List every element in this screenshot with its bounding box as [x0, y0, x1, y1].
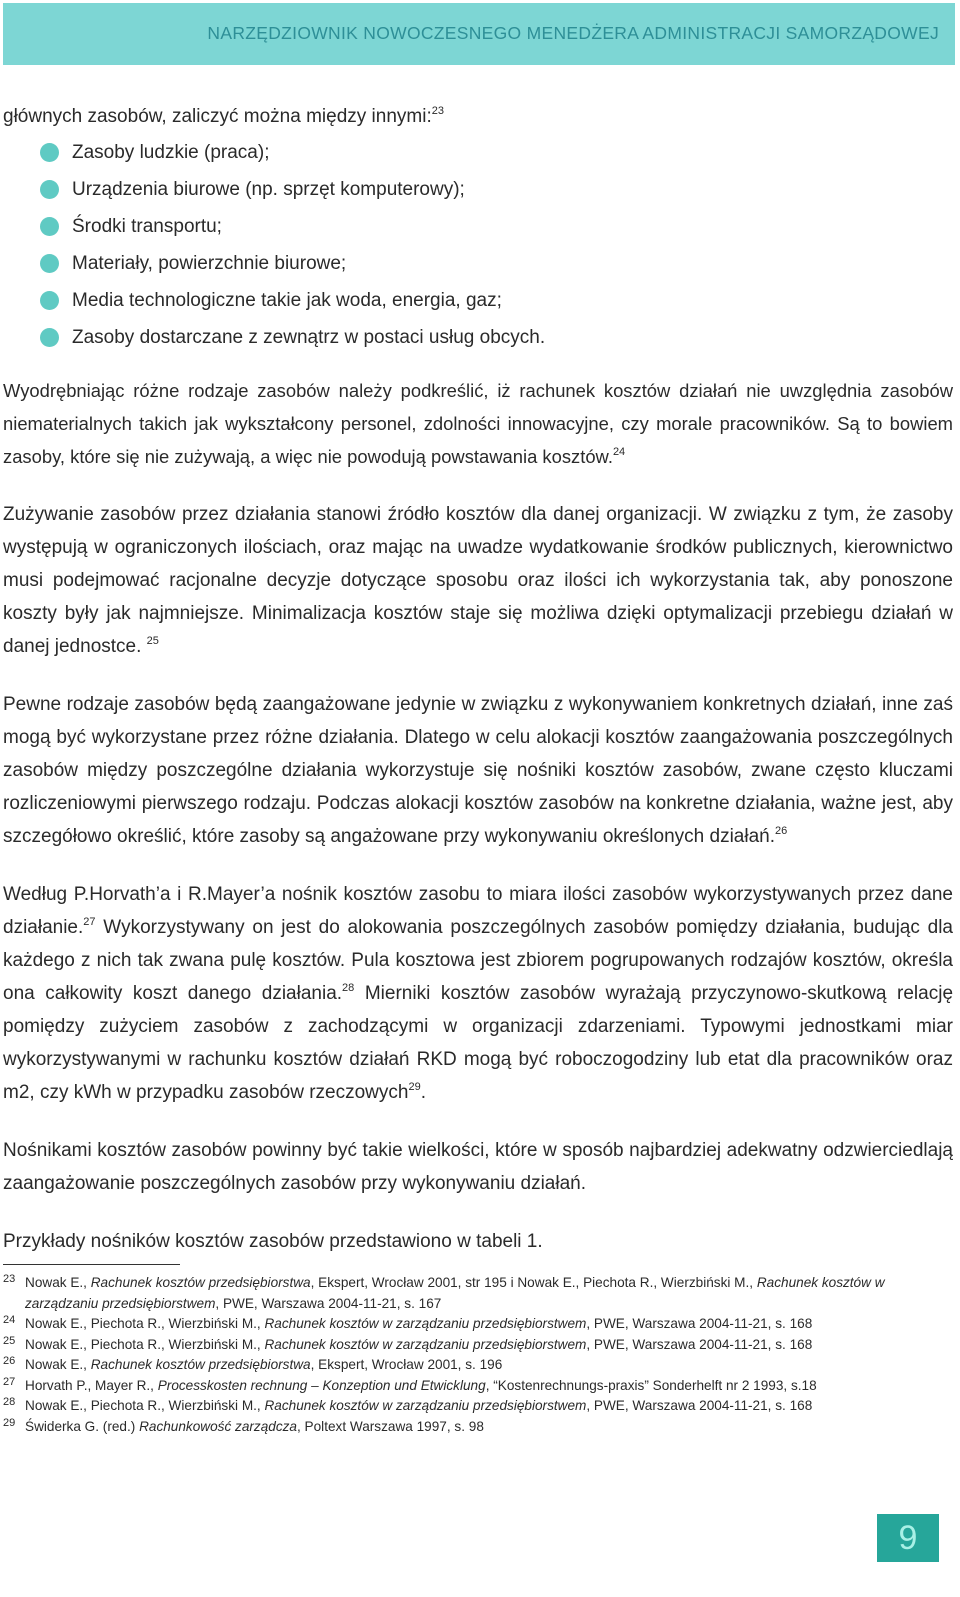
paragraph: Według P.Horvath’a i R.Mayer’a nośnik kosztów zasobu to miara ilości zasobów wykorzystywanych przez dane działanie.$^{27}$ Wykorzystywany on jest do alokowania poszczególnych zasobów pomiędzy działania, budując dla każdego z nich tak zwana pulę kosztów. Pula kosztowa jest zbiorem pogrupowanych rodzajów kosztów, określa ona całkowity koszt danego działania.$^{28}$ Mierniki kosztów zasobów wyrażają przyczynowo-skutkową relację pomiędzy zużyciem zasobów z zachodzącymi w organizacji zdarzeniami. Typowymi jednostkami miar wykorzystywanymi w rachunku kosztów działań RKD mogą być roboczogodziny lub etat dla pracowników oraz m2, czy kWh w przypadku zasobów rzeczowych$^{29}$. [3, 884, 954, 1103]
footnote-ref[interactable]: 25 [146, 634, 159, 647]
footnote-ref[interactable]: 23 [431, 104, 444, 117]
footnote-ref[interactable]: 29 [408, 1080, 421, 1093]
paragraph: Zużywanie zasobów przez działania stanowi źródło kosztów dla danej organizacji. W związku z tym, że zasoby występują w ograniczonych ilościach, oraz mając na uwadze wydatkowanie środków publicznych, kierownictwo musi podejmować racjonalne decyzje dotyczące sposobu oraz ilości ich wykorzystania tak, aby ponoszone koszty były jak najmniejsze. Minimalizacja kosztów staje się możliwa dzięki optymalizacji przebiegu działań w danej jednostce. $^{25}$ [3, 504, 953, 657]
page-number: 9 [877, 1514, 939, 1562]
footnote-ref[interactable]: 24 [612, 445, 626, 458]
footnote-ref[interactable]: 27 [83, 915, 96, 928]
list-item: Urządzenia biurowe (np. sprzęt komputerowy); [3, 171, 953, 208]
header-title: NARZĘDZIOWNIK NOWOCZESNEGO MENEDŻERA ADMINISTRACJI SAMORZĄDOWEJ [207, 23, 939, 43]
paragraph: Nośnikami kosztów zasobów powinny być takie wielkości, które w sposób najbardziej adekwatny odzwierciedlają zaangażowanie poszczególnych zasobów przy wykonywaniu działań. [3, 1140, 953, 1194]
footnote: 24 Nowak E., Piechota R., Wierzbiński M., Rachunek kosztów w zarządzaniu przedsiębiorstwem, PWE, Warszawa 2004-11-21, s. 168 [3, 1314, 813, 1331]
page-header [3, 3, 955, 65]
footnotes [3, 1273, 953, 1437]
footnote: 29 Świderka G. (red.) Rachunkowość zarządcza, Poltext Warszawa 1997, s. 98 [3, 1416, 484, 1434]
page-content [3, 100, 953, 1437]
list-item: Zasoby dostarczane z zewnątrz w postaci usług obcych. [3, 319, 953, 356]
footnote-divider [3, 1264, 180, 1265]
footnote: 28 Nowak E., Piechota R., Wierzbiński M., Rachunek kosztów w zarządzaniu przedsiębiorstwem, PWE, Warszawa 2004-11-21, s. 168 [3, 1396, 813, 1413]
bullet-dot-icon [40, 217, 59, 236]
footnote: 23 Nowak E., Rachunek kosztów przedsiębiorstwa, Ekspert, Wrocław 2001, str 195 i Nowak E., Piechota R., Wierzbiński M., Rachunek kosztów w zarządzaniu przedsiębiorstwem, PWE, Warszawa 2004-11-21, s. 167 [3, 1273, 885, 1311]
footnote: 25 Nowak E., Piechota R., Wierzbiński M., Rachunek kosztów w zarządzaniu przedsiębiorstwem, PWE, Warszawa 2004-11-21, s. 168 [3, 1334, 813, 1352]
bullet-dot-icon [40, 180, 59, 199]
paragraph: Pewne rodzaje zasobów będą zaangażowane jedynie w związku z wykonywaniem konkretnych działań, inne zaś mogą być wykorzystane przez różne działania. Dlatego w celu alokacji kosztów zaangażowania poszczególnych zasobów między poszczególne działania wykorzystuje się nośniki kosztów zasobów, zwane często kluczami rozliczeniowymi pierwszego rodzaju. Podczas alokacji kosztów zasobów na konkretne działania, ważne jest, aby szczegółowo określić, które zasoby są angażowane przy wykonywaniu określonych działań.$^{26}$ [3, 694, 953, 847]
bullet-dot-icon [40, 143, 59, 162]
intro-line [3, 100, 953, 134]
list-item: Media technologiczne takie jak woda, energia, gaz; [3, 282, 953, 319]
list-item: Materiały, powierzchnie biurowe; [3, 245, 953, 282]
bullet-dot-icon [40, 291, 59, 310]
bullet-dot-icon [40, 328, 59, 347]
footnote-ref[interactable]: 28 [342, 981, 355, 994]
paragraph: Przykłady nośników kosztów zasobów przedstawiono w tabeli 1. [3, 1231, 543, 1252]
footnote: 27 Horvath P., Mayer R., Processkosten rechnung – Konzeption und Etwicklung, “Kostenrechnungs-praxis” Sonderhelft nr 2 1993, s.18 [3, 1375, 817, 1393]
resource-list [3, 134, 953, 356]
footnote-ref[interactable]: 26 [775, 824, 788, 837]
intro-text: głównych zasobów, zaliczyć można między innymi: [3, 106, 432, 127]
bullet-dot-icon [40, 254, 59, 273]
list-item: Środki transportu; [3, 208, 953, 245]
footnote: 26 Nowak E., Rachunek kosztów przedsiębiorstwa, Ekspert, Wrocław 2001, s. 196 [3, 1355, 503, 1372]
paragraph: Wyodrębniając różne rodzaje zasobów należy podkreślić, iż rachunek kosztów działań nie uwzględnia zasobów niematerialnych takich jak wykształcony personel, zdolności innowacyjne, czy morale pracowników. Są to bowiem zasoby, które się nie zużywają, a więc nie powodują powstawania kosztów.$^{24}$ [3, 380, 953, 467]
list-item: Zasoby ludzkie (praca); [3, 134, 953, 171]
